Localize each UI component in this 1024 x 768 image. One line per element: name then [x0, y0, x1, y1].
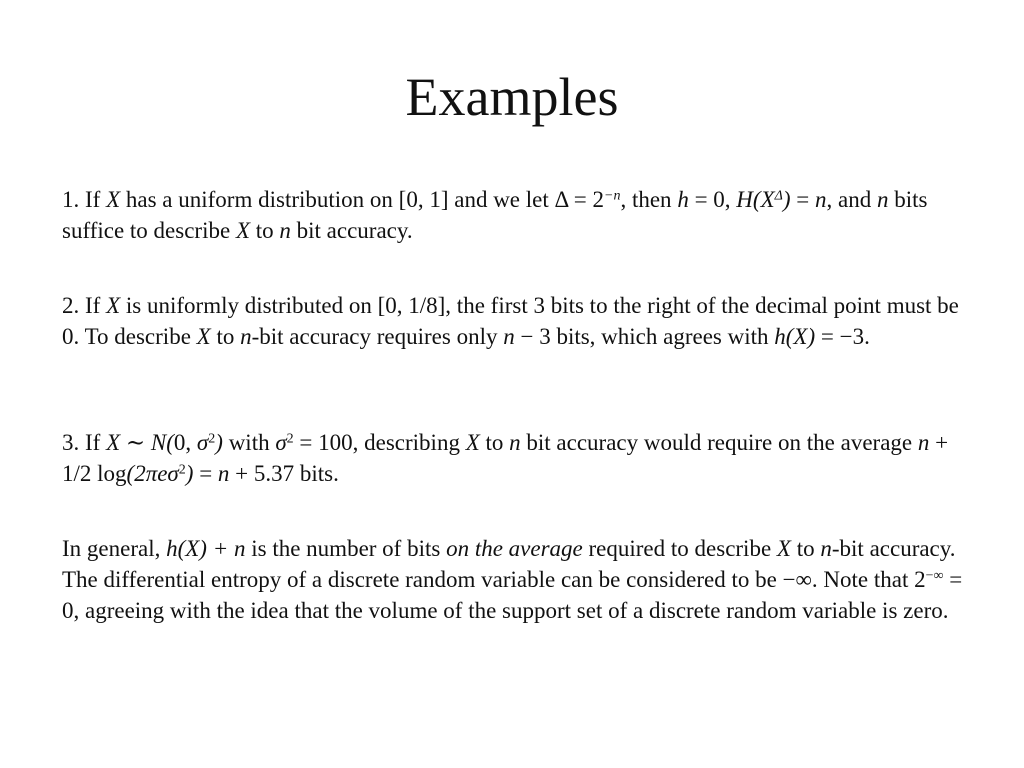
- general-exponent: −∞: [925, 568, 944, 584]
- example-3-log-argument: (2πeσ: [126, 461, 179, 486]
- example-3-mean: 0,: [173, 430, 197, 455]
- example-3-text-3: = 100, describing: [293, 430, 466, 455]
- example-2-text-1: 2. If: [62, 293, 107, 318]
- example-1-var-x-2: X: [235, 218, 250, 243]
- example-3-text-1: 3. If: [62, 430, 107, 455]
- example-3-text-2: with: [222, 430, 276, 455]
- example-2-var-n: n: [240, 324, 252, 349]
- example-1-var-h: h: [677, 187, 689, 212]
- general-text-5: -bit accuracy. The differential entropy of a discrete random variable can be considered to be −∞. Note that 2: [62, 536, 956, 592]
- example-1-text-1: 1. If: [62, 187, 107, 212]
- general-expression: h(X) + n: [166, 536, 246, 561]
- example-1-text-5: =: [790, 187, 815, 212]
- general-var-x: X: [776, 536, 791, 561]
- general-text-4: to: [790, 536, 821, 561]
- example-3-sigma-2: σ: [275, 430, 287, 455]
- example-3-close-paren-2: ): [185, 461, 194, 486]
- general-text-6: = 0, agreeing with the idea that the volume of the support set of a discrete random variable is zero.: [62, 567, 963, 623]
- example-3-text-4: to: [479, 430, 510, 455]
- page-title: Examples: [405, 67, 619, 127]
- example-1-entropy-expression: H(X: [736, 187, 775, 212]
- example-1-close-paren: ): [782, 187, 791, 212]
- example-2-var-n-2: n: [503, 324, 515, 349]
- example-3-square-2: 2: [286, 431, 294, 447]
- example-3-square-1: 2: [208, 431, 216, 447]
- example-3-text-7: =: [193, 461, 218, 486]
- general-text-3: required to describe: [582, 536, 777, 561]
- example-3-text-6: + 1/2 log: [62, 430, 949, 486]
- example-1-var-n-3: n: [279, 218, 291, 243]
- example-3-tilde: ∼: [120, 430, 151, 455]
- example-3-close-paren-1: ): [215, 430, 223, 455]
- example-2-text-6: = −3.: [815, 324, 870, 349]
- general-text-2: is the number of bits: [245, 536, 447, 561]
- example-1-text-6: , and: [826, 187, 877, 212]
- example-2-paragraph: [62, 290, 972, 352]
- example-2-var-x-2: X: [196, 324, 211, 349]
- example-3-normal-n: N(: [150, 430, 174, 455]
- example-3-var-x: X: [106, 430, 121, 455]
- example-2-entropy-expression: h(X): [774, 324, 816, 349]
- example-1-text-7: bits suffice to describe: [62, 187, 928, 243]
- example-2-var-x: X: [106, 293, 121, 318]
- general-emphasis: on the average: [446, 536, 583, 561]
- example-3-paragraph: [62, 427, 972, 489]
- example-3-var-x-2: X: [465, 430, 480, 455]
- example-1-exponent: −n: [604, 188, 621, 204]
- example-1-delta-superscript: Δ: [774, 188, 783, 204]
- general-paragraph: [62, 533, 972, 626]
- example-1-var-x: X: [106, 187, 121, 212]
- example-3-text-5: bit accuracy would require on the average: [520, 430, 918, 455]
- example-1-paragraph: [62, 184, 972, 246]
- example-1-text-3: , then: [620, 187, 678, 212]
- example-3-sigma-1: σ: [196, 430, 209, 455]
- example-1-var-n-2: n: [876, 187, 889, 212]
- example-2-text-5: − 3 bits, which agrees with: [514, 324, 775, 349]
- example-3-var-n-2: n: [917, 430, 930, 455]
- example-3-square-3: 2: [178, 462, 186, 478]
- example-3-var-n-3: n: [217, 461, 230, 486]
- general-var-n: n: [820, 536, 832, 561]
- example-1-text-8: to: [250, 218, 280, 243]
- example-3-text-8: + 5.37 bits.: [229, 461, 339, 486]
- general-text-1: In general,: [62, 536, 167, 561]
- example-1-var-n-1: n: [815, 187, 827, 212]
- example-2-text-4: -bit accuracy requires only: [251, 324, 504, 349]
- example-2-text-3: to: [210, 324, 241, 349]
- example-3-var-n: n: [509, 430, 521, 455]
- example-1-text-2: has a uniform distribution on [0, 1] and we let Δ = 2: [120, 187, 604, 212]
- example-1-text-4: = 0,: [688, 187, 737, 212]
- example-2-text-2: is uniformly distributed on [0, 1/8], the first 3 bits to the right of the decimal point must be 0. To describe: [62, 293, 959, 349]
- example-1-text-9: bit accuracy.: [290, 218, 413, 243]
